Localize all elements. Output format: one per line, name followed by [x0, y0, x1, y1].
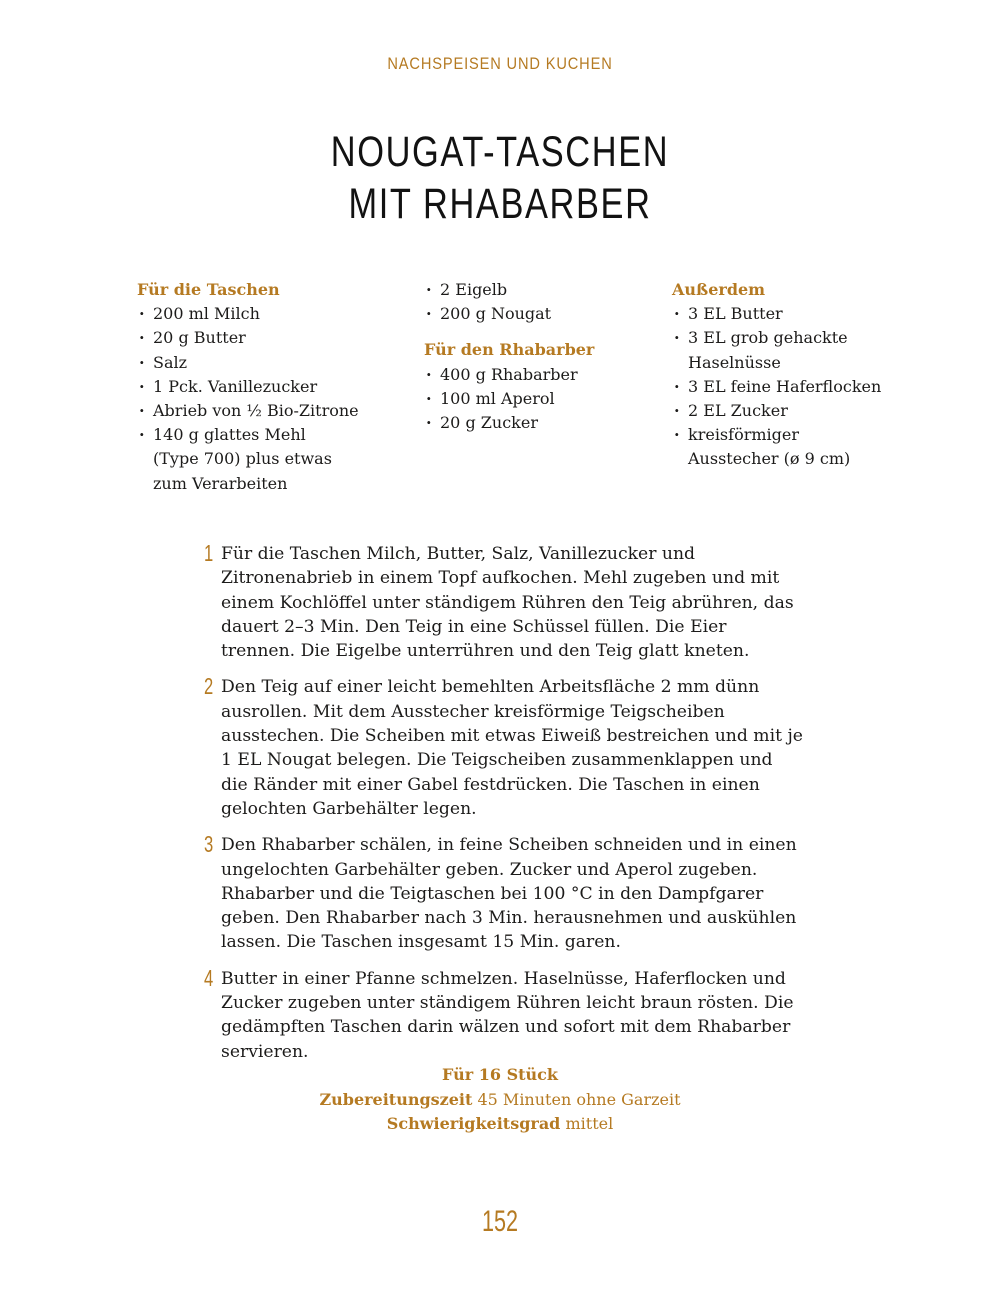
ingredient-item: · 20 g Zucker: [424, 411, 644, 435]
ingredient-item: · 140 g glattes Mehl (Type 700) plus etwas zum Verarbeiten: [137, 423, 333, 496]
step-text: Den Teig auf einer leicht bemehlten Arbeitsfläche 2 mm dünn ausrollen. Mit dem Ausstecher kreisförmige Teigscheiben ausstechen. Die Scheiben mit etwas Eiweiß bestreichen und mit je 1 EL Nougat belegen. Die Teigscheiben zusammenklappen und die Ränder mit einer Gabel festdrücken. Die Taschen in einen gelochten Garbehälter legen.: [221, 677, 803, 819]
ingredient-item: · Salz: [137, 351, 387, 375]
recipe-title-line-2: MIT RHABARBER: [348, 180, 652, 228]
section-label: NACHSPEISEN UND KUCHEN: [387, 54, 613, 73]
yield-label: Für 16 Stück: [442, 1065, 558, 1084]
ingredient-item: · 200 ml Milch: [137, 302, 387, 326]
ingredient-item: · 200 g Nougat: [424, 302, 644, 326]
page-number: 152: [481, 1205, 519, 1238]
step-number: 4: [204, 964, 214, 991]
prep-time-label: Zubereitungszeit: [319, 1089, 473, 1109]
ingredient-list-taschen: [137, 302, 387, 496]
step-2: [204, 675, 804, 821]
ingredients-heading-taschen: Für die Taschen: [137, 280, 280, 299]
recipe-title-line-1: NOUGAT-TASCHEN: [330, 128, 670, 176]
ingredient-list-taschen-continued: [424, 278, 644, 326]
ingredient-list-rhabarber: [424, 363, 644, 436]
ingredient-item: · 2 EL Zucker: [672, 399, 912, 423]
step-text: Den Rhabarber schälen, in feine Scheiben schneiden und in einen ungelochten Garbehälter geben. Zucker und Aperol zugeben. Rhabarber und die Teigtaschen bei 100 °C in den Dampfgarer geben. Den Rhabarber nach 3 Min. herausnehmen und auskühlen lassen. Die Taschen insgesamt 15 Min. garen.: [221, 835, 797, 953]
ingredient-item: · 400 g Rhabarber: [424, 363, 644, 387]
ingredient-list-ausserdem: [672, 302, 912, 471]
ingredient-item: · 1 Pck. Vanillezucker: [137, 375, 387, 399]
ingredient-item: · 3 EL grob gehackte Haselnüsse: [672, 326, 853, 374]
recipe-meta: [0, 1063, 1000, 1137]
ingredients-column-2: [424, 278, 644, 435]
prep-time-value: 45 Minuten ohne Garzeit: [477, 1089, 681, 1109]
ingredients-heading-ausserdem: Außerdem: [672, 280, 766, 299]
ingredient-item: · 20 g Butter: [137, 326, 387, 350]
difficulty-value: mittel: [565, 1114, 614, 1133]
ingredient-item: · 3 EL feine Haferflocken: [672, 375, 912, 399]
ingredient-item: · Abrieb von ½ Bio-Zitrone: [137, 399, 387, 423]
step-number: 2: [204, 673, 214, 700]
ingredient-item: · kreisförmiger Ausstecher (ø 9 cm): [672, 423, 853, 471]
recipe-title: [100, 126, 900, 230]
ingredient-item: · 2 Eigelb: [424, 278, 644, 302]
step-text: Butter in einer Pfanne schmelzen. Haselnüsse, Haferflocken und Zucker zugeben unter ständigem Rühren leicht braun rösten. Die gedämpften Taschen darin wälzen und sofort mit dem Rhabarber servieren.: [221, 968, 794, 1062]
ingredient-item: · 3 EL Butter: [672, 302, 912, 326]
ingredients-column-3: [672, 278, 912, 472]
step-number: 3: [204, 831, 214, 858]
step-3: [204, 833, 804, 954]
ingredients-column-1: [137, 278, 387, 496]
ingredient-item: · 100 ml Aperol: [424, 387, 644, 411]
step-1: [204, 542, 804, 663]
ingredients-heading-rhabarber: Für den Rhabarber: [424, 340, 595, 360]
difficulty-label: Schwierigkeitsgrad: [386, 1114, 561, 1133]
step-number: 1: [204, 540, 214, 566]
step-4: [204, 964, 804, 1064]
step-text: Für die Taschen Milch, Butter, Salz, Vanillezucker und Zitronenabrieb in einem Topf aufkochen. Mehl zugeben und mit einem Kochlöffel unter ständigem Rühren den Teig abrühren, das dauert 2–3 Min. Den Teig in eine Schüssel füllen. Die Eier trennen. Die Eigelbe unterrühren und den Teig glatt kneten.: [221, 544, 794, 662]
preparation-steps: [204, 542, 804, 1076]
